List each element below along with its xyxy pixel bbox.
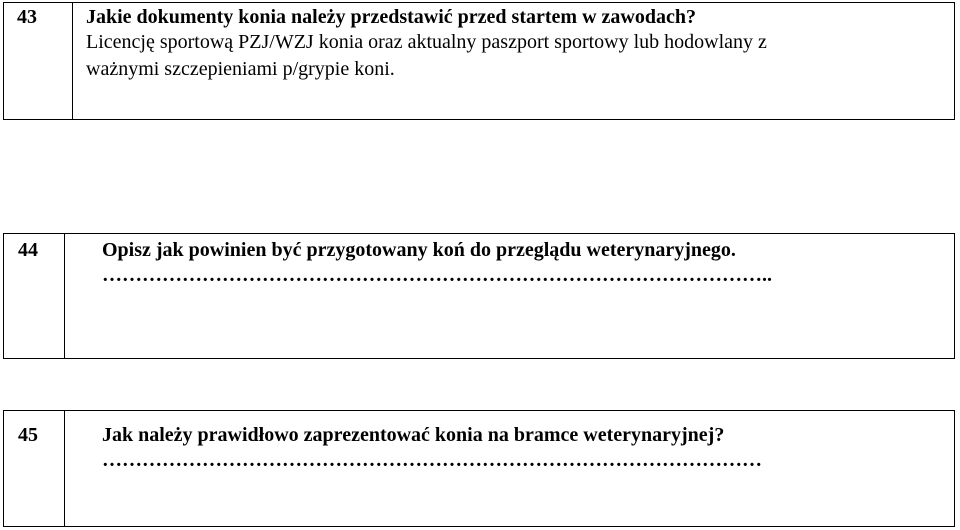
question-text: Jakie dokumenty konia należy przedstawić przed startem w zawodach? [86,6,696,28]
question-box-43 [3,2,955,120]
question-number: 45 [4,411,65,526]
question-number: 43 [4,3,73,119]
answer-text-line-1: Licencję sportową PZJ/WZJ konia oraz aktualny paszport sportowy lub hodowlany z [86,31,767,53]
question-number: 44 [4,234,65,358]
question-content [86,3,954,119]
answer-dotted-line: ……………………………………………………………………………………… [102,449,762,471]
question-content [102,234,954,358]
question-text: Opisz jak powinien być przygotowany koń do przeglądu weterynaryjnego. [102,239,736,261]
question-box-44 [3,233,955,359]
question-content [102,411,954,526]
question-box-45 [3,410,955,527]
question-text: Jak należy prawidłowo zaprezentować konia na bramce weterynaryjnej? [102,424,725,446]
answer-text-line-2: ważnymi szczepieniami p/grypie koni. [86,58,395,80]
answer-dotted-line: ……………………………………………………………………………………….. [102,264,772,286]
